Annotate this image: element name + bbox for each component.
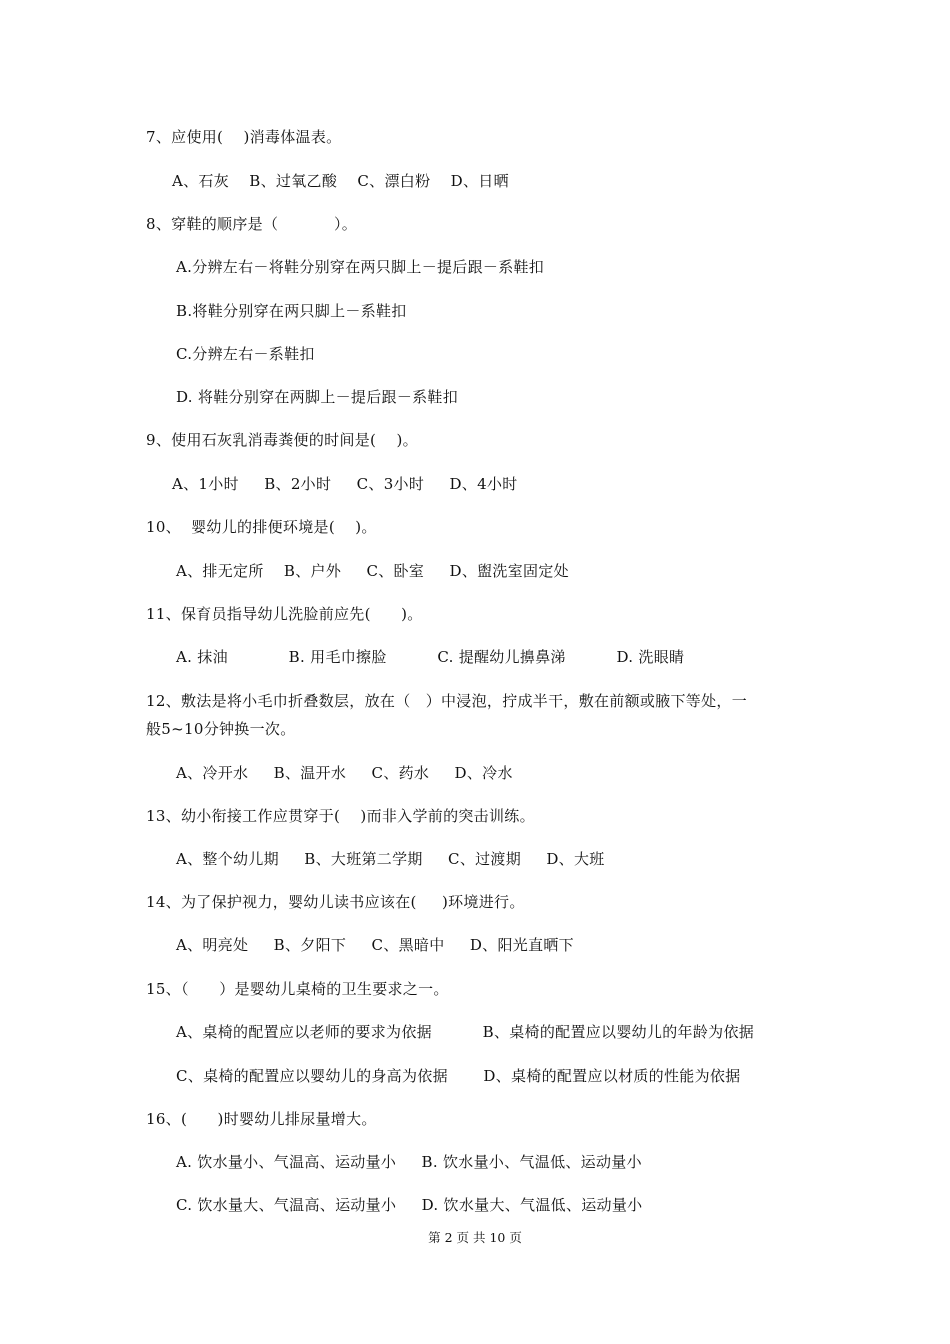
question-11-options: A. 抹油 B. 用毛巾擦脸 C. 提醒幼儿擤鼻涕 D. 洗眼睛 [176,648,685,666]
question-7-options: A、石灰 B、过氧乙酸 C、漂白粉 D、日晒 [172,172,509,190]
question-15-options-ab: A、桌椅的配置应以老师的要求为依据 B、桌椅的配置应以婴幼儿的年龄为依据 [176,1023,755,1041]
question-11-stem: 11、保育员指导幼儿洗脸前应先( )。 [146,605,423,623]
question-8-option-d: D. 将鞋分别穿在两脚上－提后跟－系鞋扣 [176,388,459,406]
question-8-stem: 8、穿鞋的顺序是（ ）。 [146,215,358,233]
page-footer: 第 2 页 共 10 页 [428,1230,522,1245]
question-9-options: A、1小时 B、2小时 C、3小时 D、4小时 [172,475,518,493]
question-16-options-ab: A. 饮水量小、气温高、运动量小 B. 饮水量小、气温低、运动量小 [176,1153,642,1171]
question-12-options: A、冷开水 B、温开水 C、药水 D、冷水 [176,764,513,782]
question-15-options-cd: C、桌椅的配置应以婴幼儿的身高为依据 D、桌椅的配置应以材质的性能为依据 [176,1067,741,1085]
question-8-option-a: A.分辨左右－将鞋分别穿在两只脚上－提后跟－系鞋扣 [176,258,545,276]
question-7-stem: 7、应使用( )消毒体温表。 [146,128,342,146]
question-10-stem: 10、 婴幼儿的排便环境是( )。 [146,518,377,536]
question-8-option-b: B.将鞋分别穿在两只脚上－系鞋扣 [176,302,407,320]
question-12-stem-continued: 般5~10分钟换一次。 [146,720,296,738]
question-13-stem: 13、幼小衔接工作应贯穿于( )而非入学前的突击训练。 [146,807,535,825]
question-10-options: A、排无定所 B、户外 C、卧室 D、盥洗室固定处 [176,562,569,580]
question-15-stem: 15、（ ）是婴幼儿桌椅的卫生要求之一。 [146,980,449,998]
question-9-stem: 9、使用石灰乳消毒粪便的时间是( )。 [146,431,418,449]
question-13-options: A、整个幼儿期 B、大班第二学期 C、过渡期 D、大班 [176,850,605,868]
question-14-stem: 14、为了保护视力，婴幼儿读书应该在( )环境进行。 [146,893,525,911]
question-8-option-c: C.分辨左右－系鞋扣 [176,345,315,363]
question-12-stem: 12、敷法是将小毛巾折叠数层，放在（ ）中浸泡，拧成半干，敷在前额或腋下等处，一 [146,692,747,710]
question-16-options-cd: C. 饮水量大、气温高、运动量小 D. 饮水量大、气温低、运动量小 [176,1196,643,1214]
question-14-options: A、明亮处 B、夕阳下 C、黑暗中 D、阳光直晒下 [176,936,574,954]
question-16-stem: 16、( )时婴幼儿排尿量增大。 [146,1110,377,1128]
